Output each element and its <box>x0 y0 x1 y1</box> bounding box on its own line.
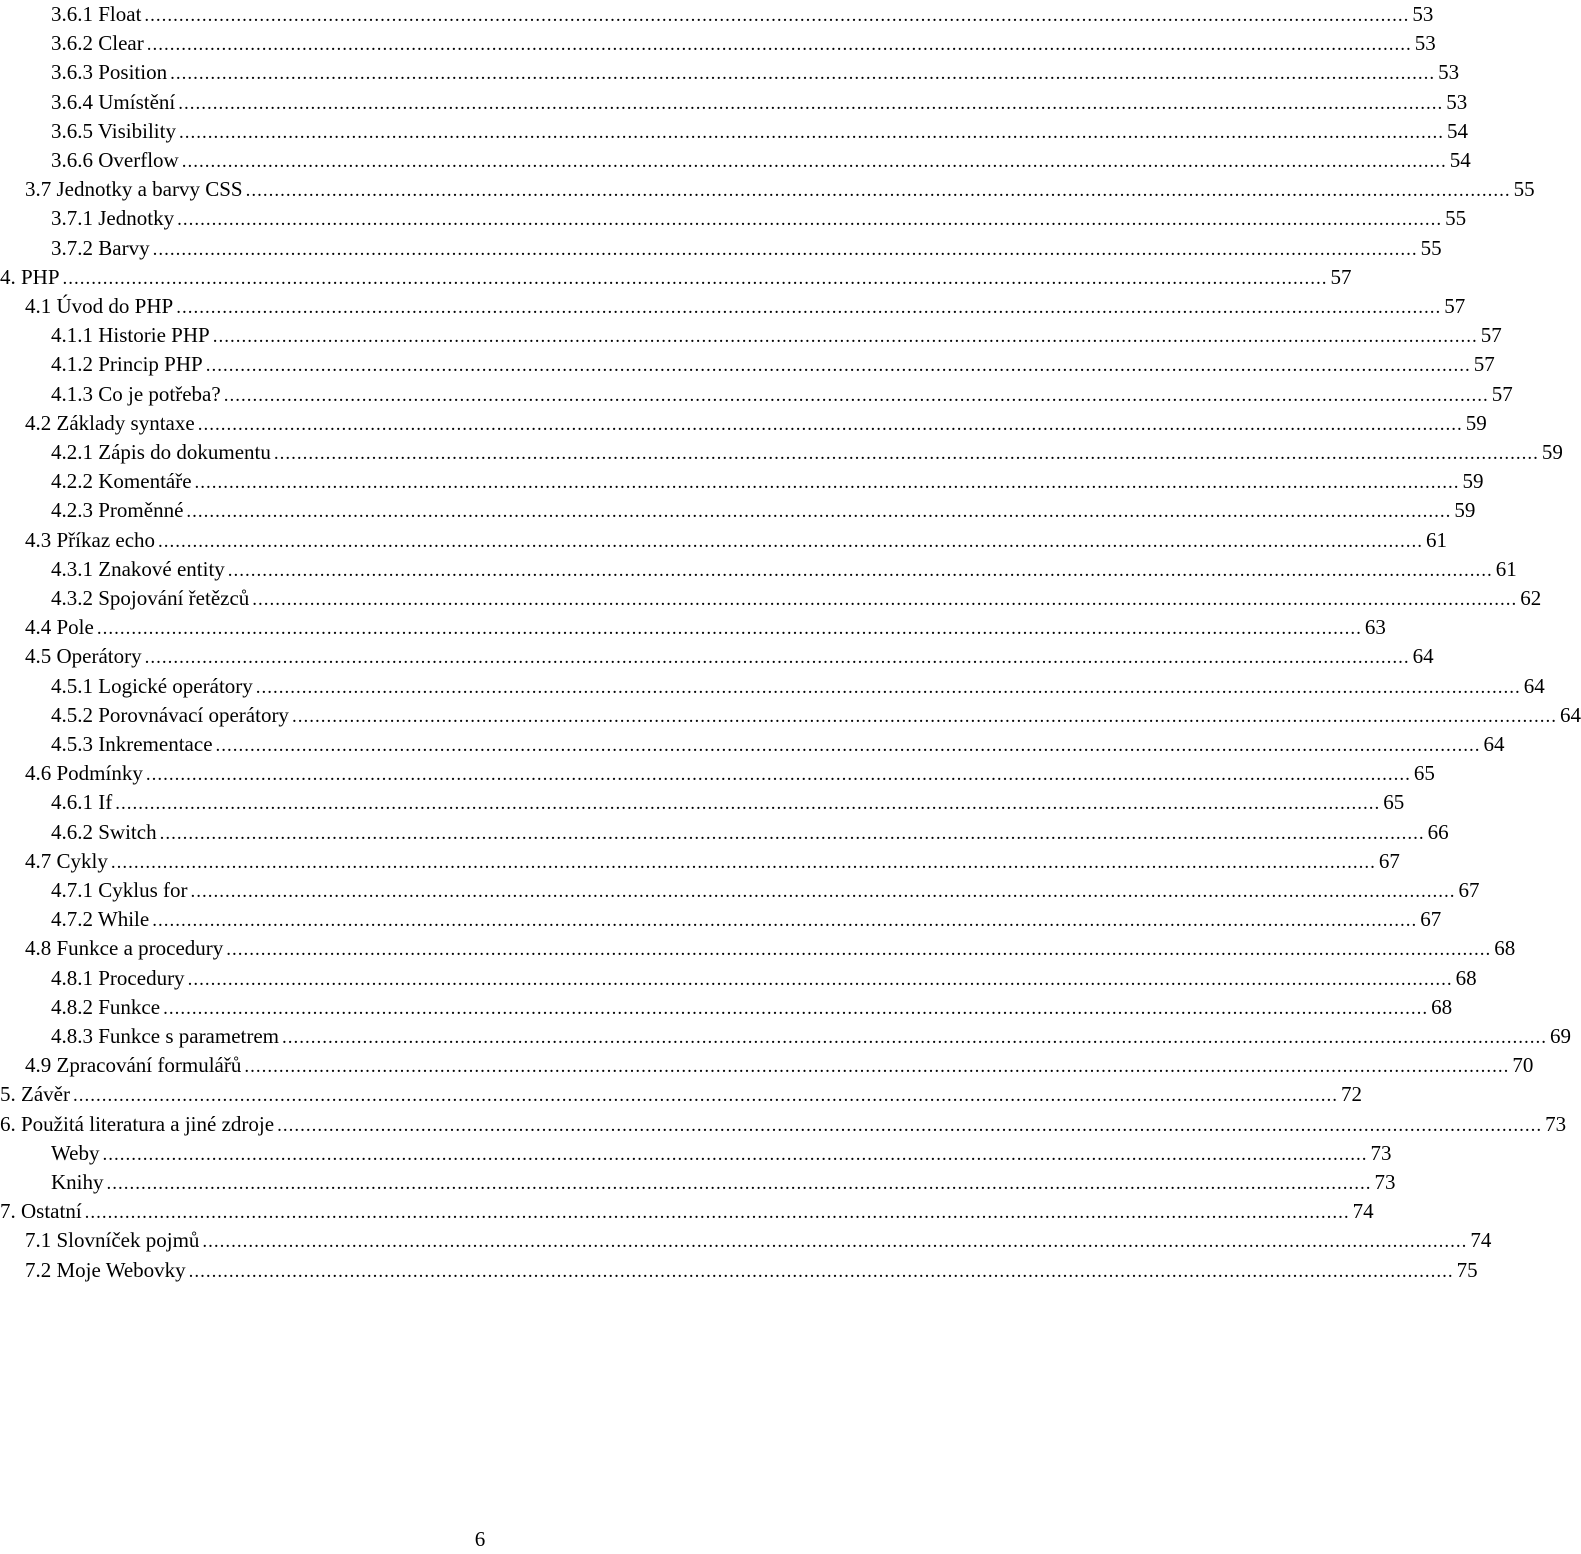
dot-leader: ............................................................................................................................................................................................................................ <box>205 355 1471 377</box>
toc-entry[interactable] <box>0 555 1517 584</box>
toc-entry[interactable] <box>0 1256 1478 1285</box>
toc-entry-page-number: 67 <box>1420 907 1442 932</box>
toc-entry-page-number: 73 <box>1370 1140 1392 1165</box>
dot-leader: ............................................................................................................................................................................................................................ <box>152 238 1418 260</box>
toc-entry-page-number: 53 <box>1446 89 1468 114</box>
toc-entry-title: 4.5 Operátory <box>25 644 142 669</box>
toc-entry-title: 4.5.1 Logické operátory <box>51 673 253 698</box>
toc-entry-title: Knihy <box>51 1170 104 1194</box>
toc-entry[interactable] <box>0 1139 1392 1168</box>
toc-entry[interactable] <box>0 818 1449 847</box>
dot-leader: ............................................................................................................................................................................................................................ <box>106 1173 1372 1194</box>
dot-leader: ............................................................................................................................................................................................................................ <box>188 1260 1454 1282</box>
dot-leader: ............................................................................................................................................................................................................................ <box>146 34 1412 56</box>
dot-leader: ............................................................................................................................................................................................................................ <box>282 1027 1548 1048</box>
toc-entry-title: 3.7.1 Jednotky <box>51 206 175 231</box>
toc-entry-page-number: 53 <box>1412 2 1434 26</box>
toc-entry[interactable] <box>0 613 1386 642</box>
toc-entry-title: 4.9 Zpracování formulářů <box>25 1053 242 1078</box>
dot-leader: ............................................................................................................................................................................................................................ <box>273 443 1539 464</box>
toc-entry[interactable] <box>0 263 1352 292</box>
dot-leader: ............................................................................................................................................................................................................................ <box>144 5 1410 26</box>
dot-leader: ............................................................................................................................................................................................................................ <box>115 793 1381 815</box>
toc-entry-title: 4.1.3 Co je potřeba? <box>51 381 221 406</box>
toc-entry-title: 3.7.2 Barvy <box>51 235 150 260</box>
toc-entry-page-number: 57 <box>1330 264 1352 289</box>
dot-leader: ............................................................................................................................................................................................................................ <box>190 881 1456 902</box>
toc-entry-title: 4.5.3 Inkrementace <box>51 732 213 756</box>
toc-entry-title: Weby <box>51 1140 100 1165</box>
toc-entry[interactable] <box>0 467 1484 496</box>
dot-leader: ............................................................................................................................................................................................................................ <box>177 209 1443 231</box>
toc-entry-page-number: 55 <box>1513 177 1535 202</box>
toc-entry-page-number: 68 <box>1455 965 1477 990</box>
toc-entry[interactable] <box>0 380 1513 409</box>
toc-entry[interactable] <box>0 234 1442 263</box>
toc-entry[interactable] <box>0 730 1505 759</box>
toc-entry[interactable] <box>0 993 1453 1022</box>
toc-entry-title: 4.3.2 Spojování řetězců <box>51 586 250 610</box>
toc-entry-title: 4.7.1 Cyklus for <box>51 878 188 902</box>
toc-entry[interactable] <box>0 1197 1374 1226</box>
toc-entry-page-number: 68 <box>1494 936 1516 961</box>
toc-entry[interactable] <box>0 788 1405 817</box>
dot-leader: ............................................................................................................................................................................................................................ <box>102 1143 1368 1165</box>
toc-entry-page-number: 64 <box>1412 644 1434 669</box>
toc-entry[interactable] <box>0 146 1471 175</box>
toc-entry-page-number: 65 <box>1383 790 1405 815</box>
dot-leader: ............................................................................................................................................................................................................................ <box>252 589 1518 610</box>
toc-entry-page-number: 63 <box>1364 615 1386 640</box>
toc-entry[interactable] <box>0 1168 1396 1197</box>
toc-entry[interactable] <box>0 58 1460 87</box>
toc-entry-page-number: 70 <box>1512 1053 1534 1078</box>
toc-entry-page-number: 66 <box>1427 819 1449 844</box>
toc-entry-page-number: 59 <box>1462 469 1484 494</box>
toc-entry[interactable] <box>0 934 1516 963</box>
toc-entry-page-number: 75 <box>1456 1257 1478 1282</box>
toc-entry[interactable] <box>0 1110 1567 1139</box>
toc-entry-page-number: 74 <box>1352 1199 1374 1224</box>
toc-entry[interactable] <box>0 29 1436 58</box>
toc-entry-title: 3.7 Jednotky a barvy CSS <box>25 177 243 202</box>
toc-entry[interactable] <box>0 321 1502 350</box>
toc-entry[interactable] <box>0 847 1400 876</box>
toc-entry-page-number: 53 <box>1438 60 1460 85</box>
toc-entry-page-number: 64 <box>1559 702 1581 727</box>
toc-entry-page-number: 57 <box>1444 294 1466 318</box>
toc-entry-title: 4.8.2 Funkce <box>51 994 161 1019</box>
dot-leader: ............................................................................................................................................................................................................................ <box>215 735 1481 756</box>
toc-entry-page-number: 62 <box>1520 586 1542 610</box>
toc-entry-page-number: 59 <box>1541 440 1563 464</box>
dot-leader: ............................................................................................................................................................................................................................ <box>245 180 1511 202</box>
dot-leader: ............................................................................................................................................................................................................................ <box>72 1085 1338 1107</box>
toc-entry-page-number: 59 <box>1454 498 1476 523</box>
toc-entry-page-number: 64 <box>1483 732 1505 756</box>
toc-entry-page-number: 59 <box>1465 410 1487 435</box>
dot-leader: ............................................................................................................................................................................................................................ <box>181 151 1447 172</box>
dot-leader: ............................................................................................................................................................................................................................ <box>152 910 1418 932</box>
toc-entry[interactable] <box>0 672 1545 701</box>
toc-entry-page-number: 72 <box>1340 1082 1362 1107</box>
toc-entry-page-number: 57 <box>1473 352 1495 377</box>
toc-entry-title: 4.2.2 Komentáře <box>51 469 192 494</box>
toc-entry-title: 4.1 Úvod do PHP <box>25 294 174 318</box>
dot-leader: ............................................................................................................................................................................................................................ <box>62 267 1328 289</box>
toc-entry[interactable] <box>0 759 1435 788</box>
dot-leader: ............................................................................................................................................................................................................................ <box>170 63 1436 85</box>
dot-leader: ............................................................................................................................................................................................................................ <box>187 968 1453 990</box>
toc-entry-page-number: 65 <box>1413 761 1435 786</box>
toc-entry[interactable] <box>0 409 1487 438</box>
toc-entry-title: 3.6.6 Overflow <box>51 148 179 172</box>
dot-leader: ............................................................................................................................................................................................................................ <box>212 326 1478 348</box>
toc-entry-title: 4.2.3 Proměnné <box>51 498 184 523</box>
dot-leader: ............................................................................................................................................................................................................................ <box>178 121 1444 143</box>
toc-entry-title: 7.2 Moje Webovky <box>25 1257 186 1282</box>
toc-entry-page-number: 54 <box>1446 118 1468 143</box>
toc-entry-title: 4.3 Příkaz echo <box>25 527 156 552</box>
toc-entry[interactable] <box>0 876 1480 905</box>
toc-entry-title: 3.6.3 Position <box>51 60 168 85</box>
toc-entry-page-number: 67 <box>1378 848 1400 873</box>
dot-leader: ............................................................................................................................................................................................................................ <box>291 705 1557 727</box>
toc-entry[interactable] <box>0 526 1448 555</box>
toc-entry-title: 4. PHP <box>0 264 60 289</box>
dot-leader: ............................................................................................................................................................................................................................ <box>145 764 1411 786</box>
dot-leader: ............................................................................................................................................................................................................................ <box>194 472 1460 494</box>
toc-entry-page-number: 54 <box>1449 148 1471 172</box>
dot-leader: ............................................................................................................................................................................................................................ <box>176 297 1442 318</box>
toc-entry-title: 4.8.1 Procedury <box>51 965 185 990</box>
dot-leader: ............................................................................................................................................................................................................................ <box>202 1231 1468 1253</box>
toc-entry-title: 3.6.5 Visibility <box>51 118 176 143</box>
toc-entry-page-number: 64 <box>1523 673 1545 698</box>
toc-entry-title: 3.6.1 Float <box>51 2 142 26</box>
toc-entry-title: 4.2.1 Zápis do dokumentu <box>51 440 271 464</box>
toc-entry-title: 4.7 Cykly <box>25 848 108 873</box>
toc-entry-page-number: 53 <box>1414 31 1436 56</box>
toc-entry[interactable] <box>0 204 1467 233</box>
toc-entry-title: 5. Závěr <box>0 1082 70 1107</box>
toc-entry-page-number: 61 <box>1495 556 1517 581</box>
dot-leader: ............................................................................................................................................................................................................................ <box>144 647 1410 669</box>
toc-entry[interactable] <box>0 584 1542 613</box>
toc-entry-title: 4.8.3 Funkce s parametrem <box>51 1024 280 1048</box>
toc-entry-title: 7. Ostatní <box>0 1199 82 1224</box>
toc-entry-page-number: 57 <box>1480 323 1502 348</box>
dot-leader: ............................................................................................................................................................................................................................ <box>163 997 1429 1019</box>
dot-leader: ............................................................................................................................................................................................................................ <box>277 1114 1543 1136</box>
toc-entry-page-number: 73 <box>1374 1170 1396 1194</box>
toc-entry[interactable] <box>0 175 1535 204</box>
toc-entry[interactable] <box>0 350 1495 379</box>
toc-entry[interactable] <box>0 1022 1572 1051</box>
dot-leader: ............................................................................................................................................................................................................................ <box>110 851 1376 873</box>
dot-leader: ............................................................................................................................................................................................................................ <box>186 501 1452 523</box>
toc-entry[interactable] <box>0 905 1442 934</box>
page-number: 6 <box>474 1527 486 1551</box>
toc-entry-page-number: 74 <box>1470 1228 1492 1253</box>
dot-leader: ............................................................................................................................................................................................................................ <box>244 1056 1510 1078</box>
toc-entry-title: 4.2 Základy syntaxe <box>25 410 195 435</box>
toc-entry-title: 3.6.4 Umístění <box>51 89 176 114</box>
toc-entry-title: 4.6 Podmínky <box>25 761 143 786</box>
dot-leader: ............................................................................................................................................................................................................................ <box>226 939 1492 961</box>
toc-entry-page-number: 73 <box>1545 1111 1567 1136</box>
toc-entry-title: 3.6.2 Clear <box>51 31 144 56</box>
toc-entry[interactable] <box>0 292 1466 321</box>
toc-entry-title: 4.8 Funkce a procedury <box>25 936 224 961</box>
dot-leader: ............................................................................................................................................................................................................................ <box>96 618 1362 640</box>
toc-entry-page-number: 57 <box>1491 381 1513 406</box>
toc-entry[interactable] <box>0 117 1468 146</box>
toc-entry-title: 6. Použitá literatura a jiné zdroje <box>0 1111 275 1136</box>
dot-leader: ............................................................................................................................................................................................................................ <box>84 1202 1350 1224</box>
toc-entry[interactable] <box>0 1051 1534 1080</box>
toc-entry-title: 4.3.1 Znakové entity <box>51 556 225 581</box>
toc-entry[interactable] <box>0 642 1434 671</box>
toc-entry-page-number: 55 <box>1445 206 1467 231</box>
toc-entry[interactable] <box>0 496 1476 525</box>
toc-entry[interactable] <box>0 701 1581 730</box>
dot-leader: ............................................................................................................................................................................................................................ <box>227 559 1493 581</box>
dot-leader: ............................................................................................................................................................................................................................ <box>197 413 1463 435</box>
toc-entry-title: 4.5.2 Porovnávací operátory <box>51 702 289 727</box>
dot-leader: ............................................................................................................................................................................................................................ <box>178 92 1444 114</box>
toc-entry-page-number: 68 <box>1431 994 1453 1019</box>
toc-entry-title: 4.6.1 If <box>51 790 113 815</box>
toc-entry-title: 4.1.1 Historie PHP <box>51 323 210 348</box>
toc-entry-title: 4.1.2 Princip PHP <box>51 352 203 377</box>
dot-leader: ............................................................................................................................................................................................................................ <box>223 384 1489 406</box>
toc-entry[interactable] <box>0 0 1434 29</box>
toc-entry-page-number: 61 <box>1426 527 1448 552</box>
toc-entry[interactable] <box>0 88 1468 117</box>
dot-leader: ............................................................................................................................................................................................................................ <box>159 822 1425 844</box>
dot-leader: ............................................................................................................................................................................................................................ <box>158 530 1424 552</box>
toc-entry[interactable] <box>0 964 1477 993</box>
toc-entry[interactable] <box>0 1080 1362 1109</box>
toc-entry[interactable] <box>0 438 1563 467</box>
toc-entry-title: 4.4 Pole <box>25 615 94 640</box>
toc-entry-title: 4.6.2 Switch <box>51 819 157 844</box>
toc-entry-title: 4.7.2 While <box>51 907 150 932</box>
toc-entry-page-number: 67 <box>1458 878 1480 902</box>
toc-entry-page-number: 69 <box>1550 1024 1572 1048</box>
toc-entry-title: 7.1 Slovníček pojmů <box>25 1228 200 1253</box>
toc-entry[interactable] <box>0 1226 1492 1255</box>
dot-leader: ............................................................................................................................................................................................................................ <box>255 676 1521 698</box>
toc-entry-page-number: 55 <box>1420 235 1442 260</box>
